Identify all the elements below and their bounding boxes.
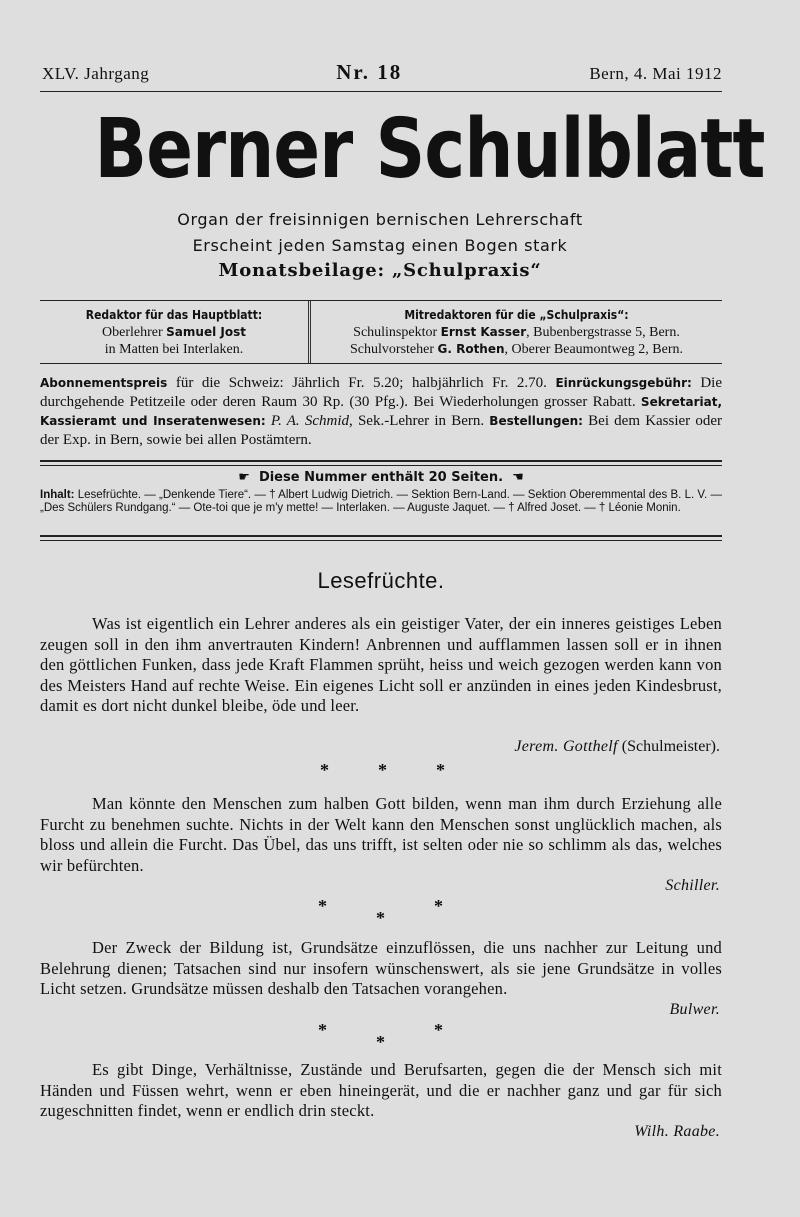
volume-year: XLV. Jahrgang <box>42 64 150 83</box>
page-count-text: Diese Nummer enthält 20 Seiten. <box>258 470 504 485</box>
article-title: Lesefrüchte. <box>317 568 445 593</box>
co-editor-2-title: Schulvorsteher <box>350 342 438 357</box>
main-editor-name: Samuel Jost <box>166 325 246 339</box>
section-rule <box>40 460 722 466</box>
contents-text: Lesefrüchte. — „Denkende Tiere“. — † Albert Ludwig Dietrich. — Sektion Bern-Land. — Sektion Oberemmental des B. L. V. — „Des Schülers Rundgang.“ — Ote-toi que je m'y mette! — Interlaken. — Auguste Jaquet. — † Alfred Joset. — † Léonie Monin. <box>40 489 722 514</box>
co-editor-1-address: , Bubenbergstrasse 5, Bern. <box>526 325 680 340</box>
attribution-bulwer <box>669 1001 720 1019</box>
attribution-raabe-name: Wilh. Raabe. <box>634 1123 720 1140</box>
quote-raabe-text: Es gibt Dinge, Verhältnisse, Zustände und Berufsarten, gegen die der Mensch sich mit Händen und Füssen wehrt, wenn er eben hineingerät, und die er nachher ganz und gar für sich zugeschnitten findet, wenn er endlich drin steckt. <box>40 1060 722 1120</box>
attribution-schiller <box>665 877 720 895</box>
orders-text: Bei dem Kassier oder der Exp. in Bern, sowie bei allen Postämtern. <box>40 413 723 448</box>
subtitle-organ: Organ der freisinnigen bernischen Lehrerschaft <box>177 210 583 229</box>
separator-star: * <box>434 1020 443 1040</box>
main-editor <box>40 301 311 363</box>
newspaper-title: Berner Schulblatt <box>94 102 765 197</box>
co-editor-1-name: Ernst Kasser <box>440 325 527 339</box>
attribution-gotthelf <box>514 738 720 756</box>
co-editors <box>311 301 722 363</box>
quote-gotthelf-text: Was ist eigentlich ein Lehrer anderes als ein geistiger Vater, der ein inneres geistiges Leben zeugen soll in den ihm anvertrauten Kindern! Anbrennen und aufflammen lassen soll er in ihnen den göttlichen Funken, dass jede Kraft Flammen sprüht, heiss und weich gezogen werden kann von des Meisters Hand auf rechte Weise. Ein eigenes Licht soll er anzünden in eines jeden Kindesbrust, damit es dort nicht dunkel bleibe, öde und leer. <box>40 614 722 715</box>
quote-bulwer-text: Der Zweck der Bildung ist, Grundsätze einzuflössen, die uns nachher zur Leitung und Belehrung dienen; Tatsachen sind nur insofern wünschenswert, als sie jene Grundsätze in volles Licht setzen. Grundsätze müssen deshalb den Tatsachen vorangehen. <box>40 938 722 998</box>
pointing-hand-left-icon: ☚ <box>512 470 524 485</box>
attribution-raabe <box>634 1123 720 1141</box>
separator-star: * <box>320 760 329 780</box>
page-count-notice <box>40 470 722 485</box>
quote-gotthelf <box>40 614 722 717</box>
separator-star: * <box>376 908 385 928</box>
separator-star: * <box>318 1020 327 1040</box>
quote-raabe <box>40 1060 722 1122</box>
subscription-info <box>40 374 722 450</box>
editors-box <box>40 300 722 364</box>
attribution-bulwer-name: Bulwer. <box>669 1001 720 1018</box>
main-editor-title: Oberlehrer <box>102 325 167 340</box>
separator-star: * <box>376 1032 385 1052</box>
secretariat-name: P. A. Schmid <box>270 413 350 429</box>
orders-label: Bestellungen: <box>489 414 583 428</box>
contents-rule <box>40 535 722 541</box>
main-editor-place: in Matten bei Interlaken. <box>104 342 244 357</box>
masthead-topline <box>42 60 722 85</box>
pointing-hand-right-icon: ☛ <box>238 470 250 485</box>
subscription-price-text: für die Schweiz: Jährlich Fr. 5.20; halbjährlich Fr. 2.70. <box>167 375 556 391</box>
separator-star: * <box>378 760 387 780</box>
subscription-price-label: Abonnementspreis <box>40 376 168 390</box>
subtitle-supplement: Monatsbeilage: „Schulpraxis“ <box>218 260 542 281</box>
separator-star: * <box>434 896 443 916</box>
main-editor-heading: Redaktor für das Hauptblatt: <box>85 308 263 322</box>
co-editor-2-name: G. Rothen <box>437 342 505 356</box>
contents-label: Inhalt: <box>40 489 75 501</box>
attribution-gotthelf-name: Jerem. Gotthelf <box>514 738 618 755</box>
attribution-schiller-name: Schiller. <box>665 877 720 894</box>
quote-bulwer <box>40 938 722 1000</box>
attribution-gotthelf-work: (Schulmeister). <box>617 738 720 755</box>
separator-star: * <box>436 760 445 780</box>
insertion-fee-label: Einrückungsgebühr: <box>555 376 692 390</box>
table-of-contents <box>40 489 722 515</box>
issue-date: Bern, 4. Mai 1912 <box>589 64 722 83</box>
separator-star: * <box>318 896 327 916</box>
quote-schiller <box>40 794 722 876</box>
issue-number: Nr. 18 <box>336 60 403 84</box>
quote-schiller-text: Man könnte den Menschen zum halben Gott bilden, wenn man ihm durch Erziehung alle Furcht zu benehmen suchte. Nichts in der Welt kann den Menschen sonst unglücklich machen, als bloss und allein die Furcht. Das Übel, das uns trifft, ist selten oder nie so schlimm als das, welches wir befürchten. <box>40 794 722 875</box>
secretariat-label: Sekretariat, Kassieramt und Inseratenwesen: <box>40 395 722 428</box>
co-editors-heading: Mitredaktoren für die „Schulpraxis“: <box>404 308 629 322</box>
subtitle-schedule: Erscheint jeden Samstag einen Bogen stark <box>192 236 568 255</box>
secretariat-text: , Sek.-Lehrer in Bern. <box>349 413 490 429</box>
insertion-fee-text: Die durchgehende Petitzeile oder deren Raum 30 Rp. (30 Pfg.). Bei Wiederholungen grosser Rabatt. <box>40 375 722 410</box>
top-rule <box>40 91 722 92</box>
co-editor-1-title: Schulinspektor <box>353 325 441 340</box>
co-editor-2-address: , Oberer Beaumontweg 2, Bern. <box>504 342 683 357</box>
